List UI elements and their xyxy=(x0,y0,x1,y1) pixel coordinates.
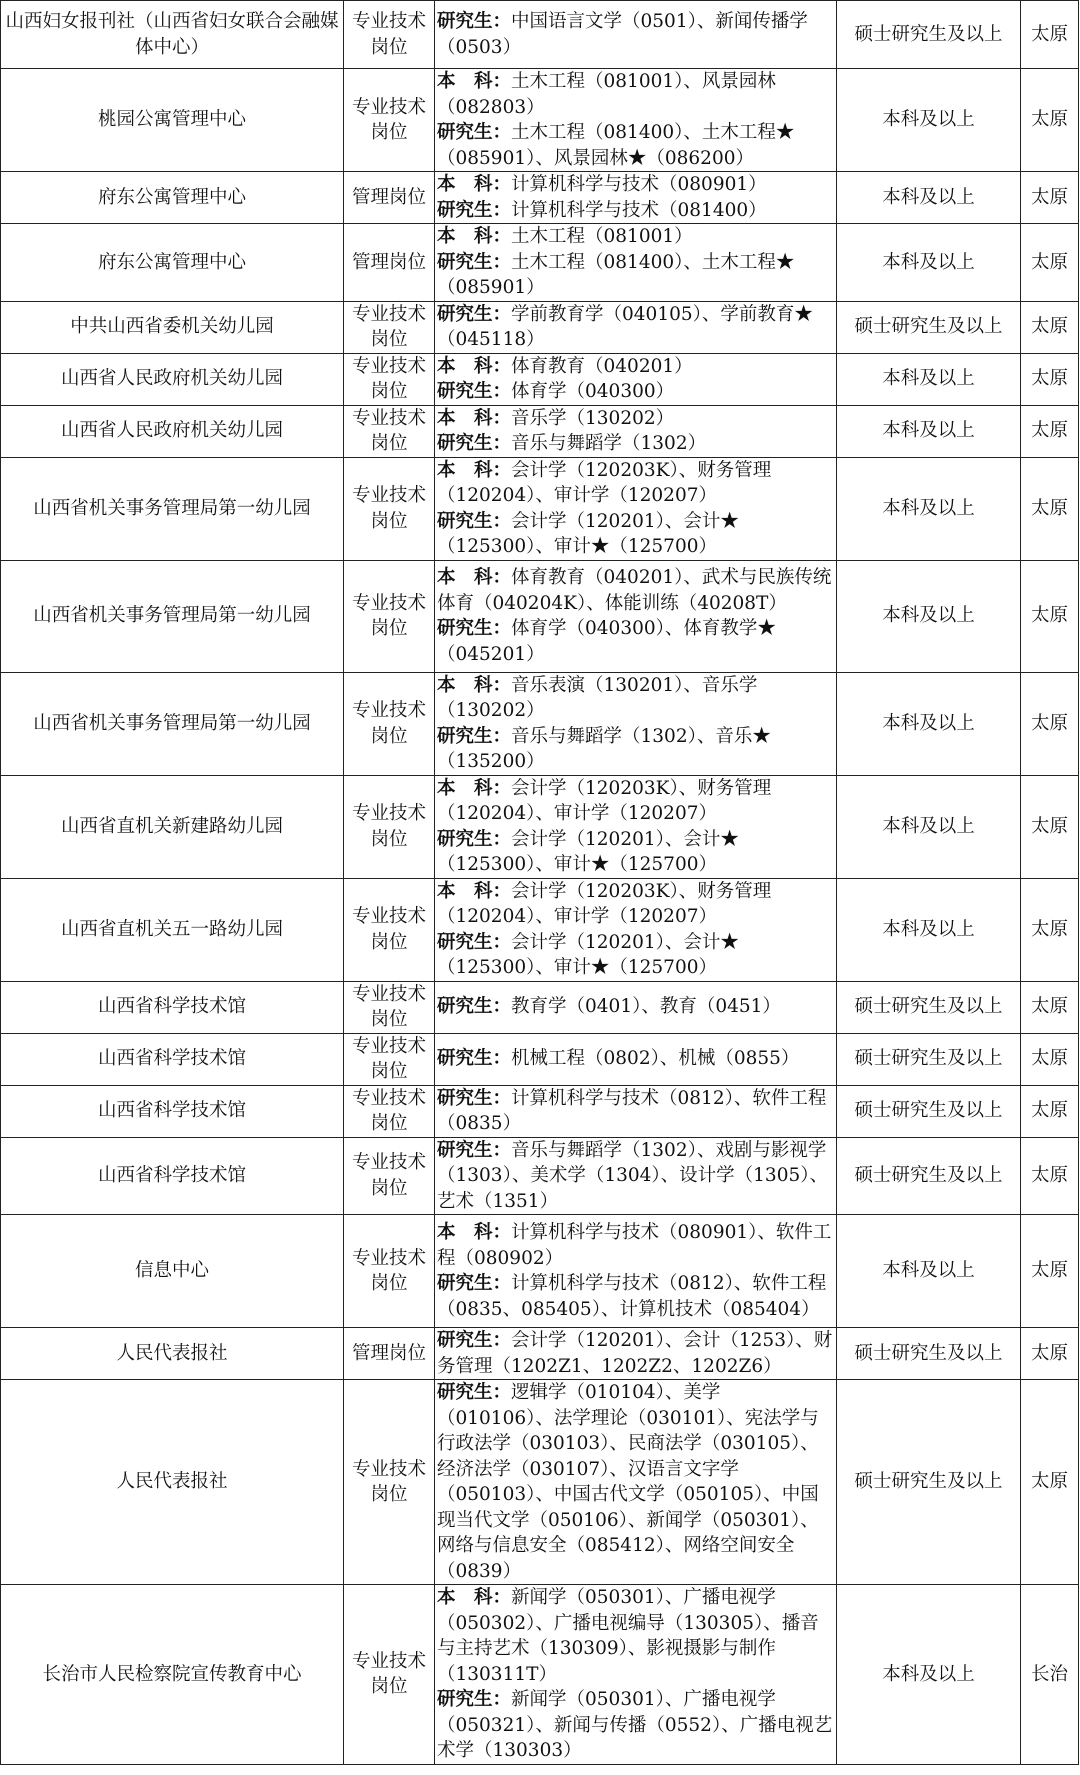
major-line xyxy=(437,406,834,432)
post-type-cell: 专业技术岗位 xyxy=(344,1085,435,1137)
education-cell: 硕士研究生及以上 xyxy=(837,1328,1021,1380)
table-row xyxy=(1,405,1079,457)
major-requirements-cell xyxy=(435,69,837,172)
location-cell: 太原 xyxy=(1021,878,1079,981)
major-requirements-cell xyxy=(435,981,837,1033)
location-cell: 太原 xyxy=(1021,172,1079,224)
employer-cell: 山西省直机关五一路幼儿园 xyxy=(1,878,344,981)
table-row xyxy=(1,224,1079,302)
education-cell: 本科及以上 xyxy=(837,353,1021,405)
major-list-text: 会计学（120203K）、财务管理（120204）、审计学（120207） xyxy=(437,880,772,927)
major-line xyxy=(437,1585,834,1687)
education-cell: 本科及以上 xyxy=(837,1215,1021,1328)
major-requirements-cell xyxy=(435,1033,837,1085)
major-requirements-cell xyxy=(435,1,837,69)
education-cell: 本科及以上 xyxy=(837,1585,1021,1765)
major-line xyxy=(437,458,834,509)
table-row xyxy=(1,981,1079,1033)
degree-level-label: 本 科： xyxy=(437,567,512,588)
employer-cell: 人民代表报社 xyxy=(1,1380,344,1585)
major-line xyxy=(437,827,834,878)
major-list-text: 新闻学（050301）、广播电视学（050302）、广播电视编导（130305）、播音与主持艺术（130309）、影视摄影与制作（130311T） xyxy=(437,1587,819,1685)
table-row xyxy=(1,1585,1079,1765)
major-requirements-cell xyxy=(435,1380,837,1585)
major-list-text: 会计学（120201）、会计★（125300）、审计★（125700） xyxy=(437,931,739,978)
major-line xyxy=(437,431,834,457)
post-type-cell: 专业技术岗位 xyxy=(344,878,435,981)
major-list-text: 音乐与舞蹈学（1302） xyxy=(511,433,707,454)
major-list-text: 音乐与舞蹈学（1302）、音乐★（135200） xyxy=(437,725,771,772)
education-cell: 本科及以上 xyxy=(837,172,1021,224)
table-row xyxy=(1,1085,1079,1137)
major-line xyxy=(437,354,834,380)
major-line xyxy=(437,1220,834,1271)
major-line xyxy=(437,198,834,224)
major-requirements-cell xyxy=(435,1328,837,1380)
degree-level-label: 研究生： xyxy=(437,1048,512,1070)
location-cell: 太原 xyxy=(1021,301,1079,353)
major-line xyxy=(437,1046,834,1072)
location-cell: 太原 xyxy=(1021,224,1079,302)
degree-level-label: 本 科： xyxy=(437,1587,512,1608)
location-cell: 太原 xyxy=(1021,981,1079,1033)
degree-level-label: 研究生： xyxy=(437,1087,512,1109)
location-cell: 太原 xyxy=(1021,353,1079,405)
table-row xyxy=(1,1,1079,69)
education-cell: 本科及以上 xyxy=(837,560,1021,672)
degree-level-label: 研究生： xyxy=(437,1139,512,1161)
major-line xyxy=(437,1380,834,1584)
degree-level-label: 研究生： xyxy=(437,510,512,532)
employer-cell: 山西省科学技术馆 xyxy=(1,981,344,1033)
post-type-cell: 专业技术岗位 xyxy=(344,69,435,172)
degree-level-label: 研究生： xyxy=(437,251,512,273)
major-requirements-cell xyxy=(435,1085,837,1137)
table-row xyxy=(1,69,1079,172)
degree-level-label: 本 科： xyxy=(437,355,512,377)
degree-level-label: 研究生： xyxy=(437,996,512,1018)
employer-cell: 山西省科学技术馆 xyxy=(1,1137,344,1215)
location-cell: 太原 xyxy=(1021,1380,1079,1585)
major-list-text: 计算机科学与技术（081400） xyxy=(511,199,767,221)
location-cell: 太原 xyxy=(1021,1085,1079,1137)
degree-level-label: 本 科： xyxy=(437,880,512,902)
degree-level-label: 本 科： xyxy=(437,71,512,92)
location-cell: 太原 xyxy=(1021,1328,1079,1380)
major-line xyxy=(437,1271,834,1322)
major-line xyxy=(437,1687,834,1764)
employer-cell: 桃园公寓管理中心 xyxy=(1,69,344,172)
major-line xyxy=(437,509,834,560)
major-list-text: 会计学（120201）、会计★（125300）、审计★（125700） xyxy=(437,510,739,557)
post-type-cell: 专业技术岗位 xyxy=(344,560,435,672)
table-row xyxy=(1,301,1079,353)
major-list-text: 体育学（040300） xyxy=(511,381,675,402)
education-cell: 本科及以上 xyxy=(837,457,1021,560)
employer-cell: 山西省人民政府机关幼儿园 xyxy=(1,405,344,457)
major-line xyxy=(437,776,834,827)
major-line xyxy=(437,994,834,1020)
location-cell: 太原 xyxy=(1021,1137,1079,1215)
degree-level-label: 研究生： xyxy=(437,122,512,143)
location-cell: 太原 xyxy=(1021,405,1079,457)
major-line xyxy=(437,879,834,930)
post-type-cell: 专业技术岗位 xyxy=(344,457,435,560)
post-type-cell: 专业技术岗位 xyxy=(344,775,435,878)
major-list-text: 计算机科学与技术（0812）、软件工程（0835、085405）、计算机技术（085404） xyxy=(437,1273,827,1320)
degree-level-label: 本 科： xyxy=(437,777,512,799)
major-requirements-cell xyxy=(435,457,837,560)
major-list-text: 新闻学（050301）、广播电视学（050321）、新闻与传播（0552）、广播电视艺术学（130303） xyxy=(437,1689,833,1761)
education-cell: 硕士研究生及以上 xyxy=(837,1,1021,69)
employer-cell: 山西省人民政府机关幼儿园 xyxy=(1,353,344,405)
table-row xyxy=(1,172,1079,224)
major-list-text: 体育学（040300）、体育教学★（045201） xyxy=(437,618,776,665)
post-type-cell: 专业技术岗位 xyxy=(344,672,435,775)
education-cell: 硕士研究生及以上 xyxy=(837,1137,1021,1215)
major-list-text: 土木工程（081400）、土木工程★（085901） xyxy=(437,251,795,298)
major-line xyxy=(437,302,834,353)
location-cell: 太原 xyxy=(1021,775,1079,878)
degree-level-label: 本 科： xyxy=(437,1222,512,1243)
positions-table-body xyxy=(1,1,1079,1765)
degree-level-label: 研究生： xyxy=(437,433,512,454)
education-cell: 本科及以上 xyxy=(837,878,1021,981)
post-type-cell: 管理岗位 xyxy=(344,1328,435,1380)
degree-level-label: 研究生： xyxy=(437,828,512,850)
table-row xyxy=(1,1328,1079,1380)
degree-level-label: 研究生： xyxy=(437,1689,512,1710)
table-row xyxy=(1,353,1079,405)
post-type-cell: 专业技术岗位 xyxy=(344,1137,435,1215)
major-list-text: 学前教育学（040105）、学前教育★（045118） xyxy=(437,303,813,350)
degree-level-label: 研究生： xyxy=(437,931,512,953)
major-line xyxy=(437,69,834,120)
table-row xyxy=(1,672,1079,775)
table-row xyxy=(1,1137,1079,1215)
degree-level-label: 研究生： xyxy=(437,725,512,747)
location-cell: 长治 xyxy=(1021,1585,1079,1765)
employer-cell: 长治市人民检察院宣传教育中心 xyxy=(1,1585,344,1765)
major-list-text: 会计学（120203K）、财务管理（120204）、审计学（120207） xyxy=(437,459,772,506)
post-type-cell: 管理岗位 xyxy=(344,172,435,224)
location-cell: 太原 xyxy=(1021,1033,1079,1085)
major-list-text: 音乐与舞蹈学（1302）、戏剧与影视学（1303）、美术学（1304）、设计学（1305）、艺术（1351） xyxy=(437,1139,828,1212)
education-cell: 硕士研究生及以上 xyxy=(837,981,1021,1033)
location-cell: 太原 xyxy=(1021,457,1079,560)
post-type-cell: 专业技术岗位 xyxy=(344,1,435,69)
degree-level-label: 研究生： xyxy=(437,303,512,325)
major-list-text: 会计学（120203K）、财务管理（120204）、审计学（120207） xyxy=(437,777,772,824)
major-line xyxy=(437,379,834,405)
major-list-text: 会计学（120201）、会计★（125300）、审计★（125700） xyxy=(437,828,739,875)
employer-cell: 山西省科学技术馆 xyxy=(1,1085,344,1137)
major-requirements-cell xyxy=(435,1137,837,1215)
major-list-text: 会计学（120201）、会计（1253）、财务管理（1202Z1、1202Z2、1202Z6） xyxy=(437,1330,833,1377)
major-list-text: 中国语言文学（0501）、新闻传播学（0503） xyxy=(437,11,808,58)
education-cell: 硕士研究生及以上 xyxy=(837,1085,1021,1137)
degree-level-label: 本 科： xyxy=(437,407,512,429)
table-row xyxy=(1,775,1079,878)
major-requirements-cell xyxy=(435,301,837,353)
post-type-cell: 专业技术岗位 xyxy=(344,1585,435,1765)
post-type-cell: 专业技术岗位 xyxy=(344,1380,435,1585)
table-row xyxy=(1,560,1079,672)
major-requirements-cell xyxy=(435,775,837,878)
employer-cell: 山西省科学技术馆 xyxy=(1,1033,344,1085)
table-row xyxy=(1,1033,1079,1085)
major-line xyxy=(437,1086,834,1137)
major-requirements-cell xyxy=(435,405,837,457)
major-list-text: 计算机科学与技术（0812）、软件工程（0835） xyxy=(437,1087,827,1134)
major-line xyxy=(437,673,834,724)
degree-level-label: 研究生： xyxy=(437,11,512,32)
major-line xyxy=(437,250,834,301)
employer-cell: 山西省机关事务管理局第一幼儿园 xyxy=(1,457,344,560)
major-requirements-cell xyxy=(435,353,837,405)
degree-level-label: 本 科： xyxy=(437,226,512,247)
location-cell: 太原 xyxy=(1021,560,1079,672)
major-line xyxy=(437,9,834,60)
major-list-text: 土木工程（081001） xyxy=(511,226,693,247)
post-type-cell: 专业技术岗位 xyxy=(344,981,435,1033)
major-requirements-cell xyxy=(435,560,837,672)
education-cell: 硕士研究生及以上 xyxy=(837,301,1021,353)
major-line xyxy=(437,724,834,775)
education-cell: 本科及以上 xyxy=(837,672,1021,775)
major-line xyxy=(437,172,834,198)
degree-level-label: 研究生： xyxy=(437,618,512,639)
employer-cell: 府东公寓管理中心 xyxy=(1,224,344,302)
major-list-text: 计算机科学与技术（080901） xyxy=(511,174,767,195)
degree-level-label: 研究生： xyxy=(437,1273,512,1294)
post-type-cell: 专业技术岗位 xyxy=(344,405,435,457)
location-cell: 太原 xyxy=(1021,69,1079,172)
degree-level-label: 研究生： xyxy=(437,199,512,221)
degree-level-label: 研究生： xyxy=(437,1382,512,1403)
location-cell: 太原 xyxy=(1021,672,1079,775)
major-line xyxy=(437,224,834,250)
major-list-text: 体育教育（040201） xyxy=(511,355,693,377)
major-requirements-cell xyxy=(435,878,837,981)
education-cell: 硕士研究生及以上 xyxy=(837,1380,1021,1585)
major-line xyxy=(437,1328,834,1379)
education-cell: 本科及以上 xyxy=(837,775,1021,878)
degree-level-label: 本 科： xyxy=(437,674,512,696)
major-list-text: 音乐表演（130201）、音乐学（130202） xyxy=(437,674,758,721)
major-line xyxy=(437,930,834,981)
major-line xyxy=(437,616,834,667)
major-requirements-cell xyxy=(435,672,837,775)
table-row xyxy=(1,1380,1079,1585)
employer-cell: 山西省机关事务管理局第一幼儿园 xyxy=(1,672,344,775)
employer-cell: 中共山西省委机关幼儿园 xyxy=(1,301,344,353)
employer-cell: 人民代表报社 xyxy=(1,1328,344,1380)
employer-cell: 山西省机关事务管理局第一幼儿园 xyxy=(1,560,344,672)
major-requirements-cell xyxy=(435,224,837,302)
employer-cell: 山西妇女报刊社（山西省妇女联合会融媒体中心） xyxy=(1,1,344,69)
education-cell: 本科及以上 xyxy=(837,224,1021,302)
location-cell: 太原 xyxy=(1021,1,1079,69)
major-list-text: 音乐学（130202） xyxy=(511,407,675,429)
post-type-cell: 管理岗位 xyxy=(344,224,435,302)
employer-cell: 府东公寓管理中心 xyxy=(1,172,344,224)
major-requirements-cell xyxy=(435,172,837,224)
major-list-text: 土木工程（081400）、土木工程★（085901）、风景园林★（086200） xyxy=(437,122,795,169)
post-type-cell: 专业技术岗位 xyxy=(344,353,435,405)
major-requirements-cell xyxy=(435,1215,837,1328)
post-type-cell: 专业技术岗位 xyxy=(344,1033,435,1085)
major-line xyxy=(437,565,834,616)
major-line xyxy=(437,120,834,171)
major-list-text: 体育教育（040201）、武术与民族传统体育（040204K）、体能训练（40208T） xyxy=(437,567,832,614)
major-requirements-cell xyxy=(435,1585,837,1765)
major-list-text: 逻辑学（010104）、美学（010106）、法学理论（030101）、宪法学与行政法学（030103）、民商法学（030105）、经济法学（030107）、汉语言文字学（050103）、中国古代文学（050105）、中国现当代文学（050106）、新闻学（050301）、网络与信息安全（085412）、网络空间安全（0839） xyxy=(437,1382,819,1582)
table-row xyxy=(1,457,1079,560)
table-row xyxy=(1,878,1079,981)
degree-level-label: 本 科： xyxy=(437,174,512,195)
major-list-text: 教育学（0401）、教育（0451） xyxy=(511,996,781,1018)
education-cell: 本科及以上 xyxy=(837,405,1021,457)
education-cell: 本科及以上 xyxy=(837,69,1021,172)
post-type-cell: 专业技术岗位 xyxy=(344,301,435,353)
major-list-text: 土木工程（081001）、风景园林（082803） xyxy=(437,71,776,118)
employer-cell: 信息中心 xyxy=(1,1215,344,1328)
education-cell: 硕士研究生及以上 xyxy=(837,1033,1021,1085)
employer-cell: 山西省直机关新建路幼儿园 xyxy=(1,775,344,878)
major-list-text: 机械工程（0802）、机械（0855） xyxy=(511,1048,800,1070)
location-cell: 太原 xyxy=(1021,1215,1079,1328)
degree-level-label: 研究生： xyxy=(437,1330,512,1351)
post-type-cell: 专业技术岗位 xyxy=(344,1215,435,1328)
degree-level-label: 本 科： xyxy=(437,459,512,481)
major-list-text: 计算机科学与技术（080901）、软件工程（080902） xyxy=(437,1222,832,1269)
table-row xyxy=(1,1215,1079,1328)
major-line xyxy=(437,1138,834,1215)
degree-level-label: 研究生： xyxy=(437,381,512,402)
